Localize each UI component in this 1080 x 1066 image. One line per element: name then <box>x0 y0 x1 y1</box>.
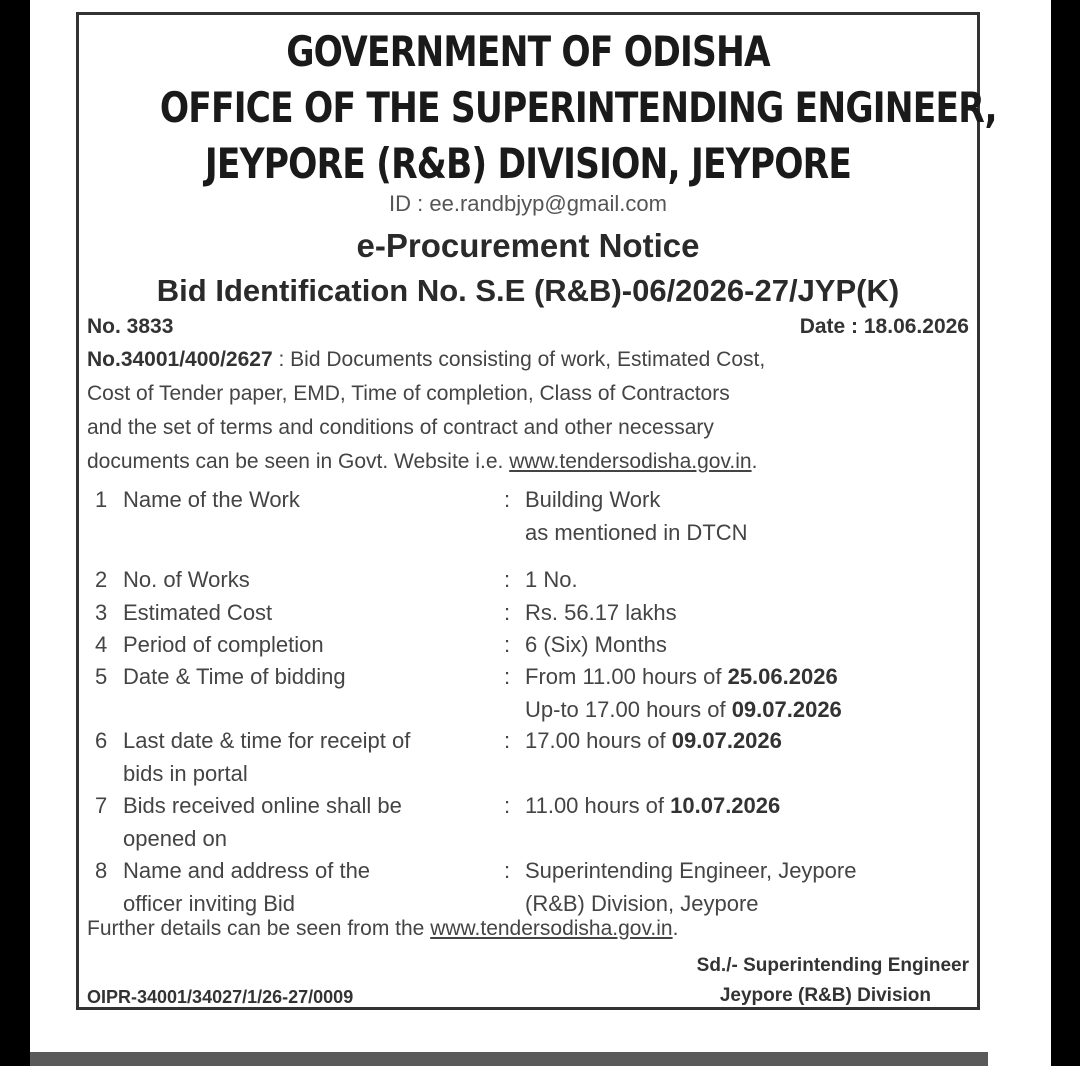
item-value <box>525 793 780 819</box>
item-label: officer inviting Bid <box>123 891 296 916</box>
tender-notice <box>76 12 997 1010</box>
item-value-date: 09.07.2026 <box>731 697 842 722</box>
item-value: 1 No. <box>525 567 578 592</box>
signature-line-2: Jeypore (R&B) Division <box>719 985 931 1006</box>
item-value: Rs. 56.17 lakhs <box>525 600 677 625</box>
signature-line-1: Sd./- Superintending Engineer <box>696 955 969 976</box>
item-value: (R&B) Division, Jeypore <box>525 891 759 916</box>
item-value-date: 09.07.2026 <box>671 728 782 753</box>
item-label: No. of Works <box>123 567 250 592</box>
item-separator: : <box>504 632 511 657</box>
item-number: 3 <box>95 600 108 625</box>
paragraph-line-2: Cost of Tender paper, EMD, Time of completion, Class of Contractors <box>87 382 730 405</box>
item-value <box>525 664 838 690</box>
notice-number: No. 3833 <box>87 315 174 338</box>
item-separator: : <box>504 793 511 818</box>
item-value-date: 25.06.2026 <box>727 664 838 689</box>
item-separator: : <box>504 858 511 883</box>
item-separator: : <box>504 728 511 753</box>
office-heading: OFFICE OF THE SUPERINTENDING ENGINEER, <box>159 83 997 132</box>
item-separator: : <box>504 567 511 592</box>
paragraph-line-4-text: documents can be seen in Govt. Website i.e. <box>87 450 510 473</box>
item-value-date: 10.07.2026 <box>670 793 781 818</box>
item-label: Name of the Work <box>123 487 300 512</box>
item-label: Date & Time of bidding <box>123 664 346 689</box>
item-number: 2 <box>95 567 108 592</box>
notice-title: e-Procurement Notice <box>356 227 700 264</box>
item-value: Superintending Engineer, Jeypore <box>525 858 857 883</box>
item-label: Last date & time for receipt of <box>123 728 411 753</box>
item-separator: : <box>504 664 511 689</box>
item-value <box>525 697 842 723</box>
bottom-divider <box>30 1052 988 1066</box>
item-value <box>525 728 782 754</box>
item-number: 4 <box>95 632 108 657</box>
item-label: Name and address of the <box>123 858 371 883</box>
item-label: Bids received online shall be <box>123 793 402 818</box>
tender-website-link[interactable]: www.tendersodisha.gov.in <box>509 450 752 473</box>
item-number: 7 <box>95 793 108 818</box>
item-label: Estimated Cost <box>123 600 273 625</box>
item-number: 8 <box>95 858 108 883</box>
item-label: opened on <box>123 826 227 851</box>
further-details <box>87 912 975 946</box>
reference-number: No.34001/400/2627 <box>87 348 273 371</box>
item-number: 5 <box>95 664 108 689</box>
further-details-end: . <box>672 917 679 940</box>
division-heading: JEYPORE (R&B) DIVISION, JEYPORE <box>204 139 852 188</box>
item-value: as mentioned in DTCN <box>525 520 748 545</box>
item-number: 6 <box>95 728 108 753</box>
item-value-text: Up-to 17.00 hours of <box>525 697 732 722</box>
paragraph-intro: : Bid Documents consisting of work, Estimated Cost, <box>272 348 766 371</box>
item-value: Building Work <box>525 487 661 512</box>
item-label: bids in portal <box>123 761 248 786</box>
item-label: Period of completion <box>123 632 324 657</box>
notice-date: Date : 18.06.2026 <box>799 315 969 338</box>
item-value: 6 (Six) Months <box>525 632 667 657</box>
item-value-text: 17.00 hours of <box>525 728 672 753</box>
paragraph-line-4-end: . <box>751 450 758 473</box>
paragraph-line-3: and the set of terms and conditions of contract and other necessary <box>87 416 714 439</box>
paragraph-line-4 <box>87 445 975 479</box>
further-details-link[interactable]: www.tendersodisha.gov.in <box>430 917 673 940</box>
item-value-text: From 11.00 hours of <box>525 664 728 689</box>
item-separator: : <box>504 600 511 625</box>
oipr-reference: OIPR-34001/34027/1/26-27/0009 <box>87 987 354 1007</box>
paragraph-line-1 <box>87 343 975 377</box>
item-number: 1 <box>95 487 108 512</box>
bid-identification-number: Bid Identification No. S.E (R&B)-06/2026-27/JYP(K) <box>156 273 900 308</box>
government-heading: GOVERNMENT OF ODISHA <box>286 27 770 76</box>
further-details-text: Further details can be seen from the <box>87 917 431 940</box>
item-value-text: 11.00 hours of <box>525 793 671 818</box>
item-separator: : <box>504 487 511 512</box>
office-email: ID : ee.randbjyp@gmail.com <box>389 191 667 216</box>
notice-paragraph <box>87 343 975 479</box>
